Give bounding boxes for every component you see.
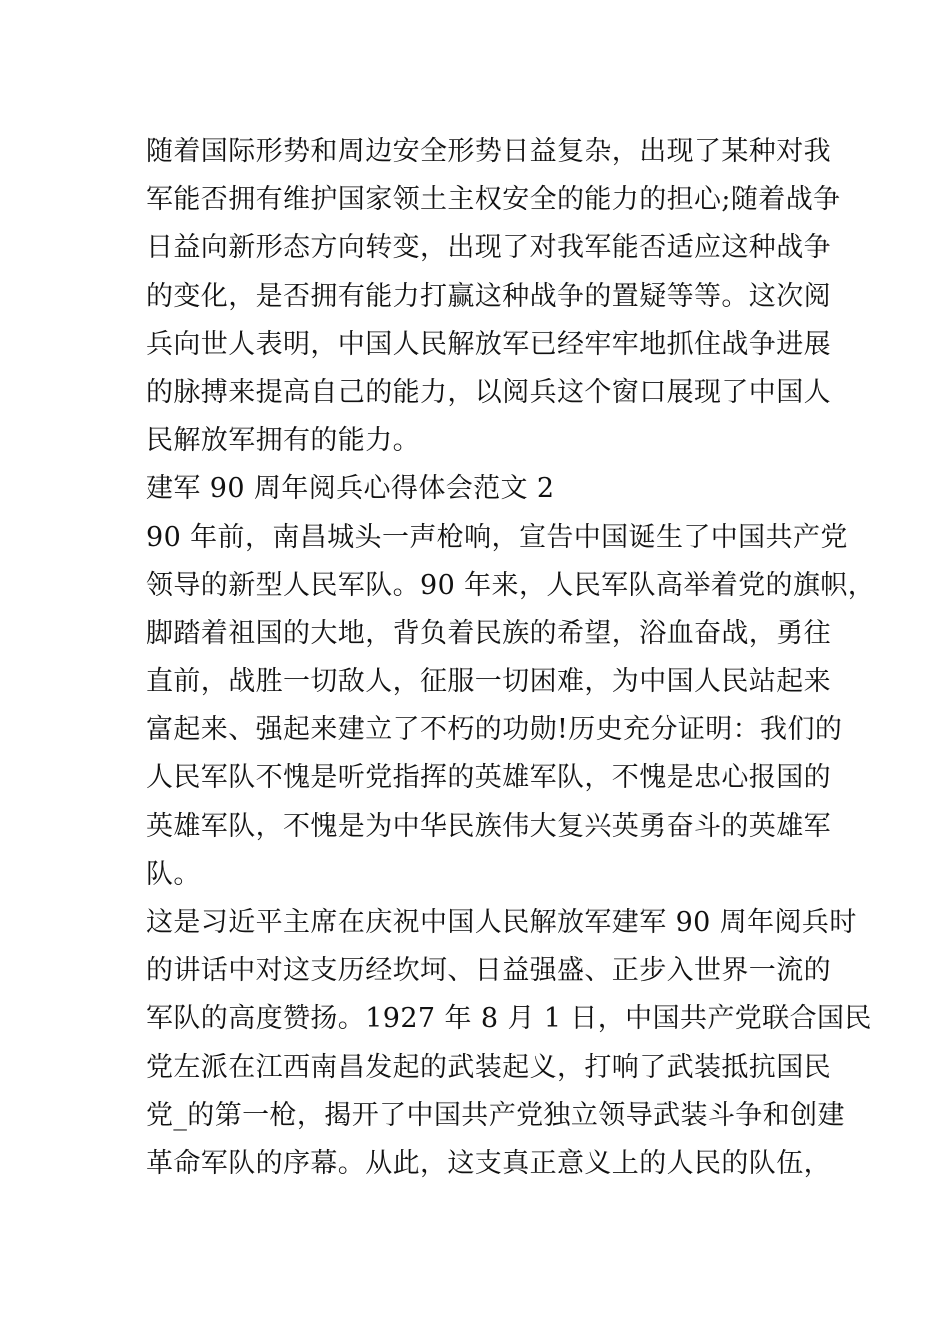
text-line: 的变化，是否拥有能力打赢这种战争的置疑等等。这次阅 [146, 280, 831, 312]
text-line: 英雄军队，不愧是为中华民族伟大复兴英勇奋斗的英雄军 [146, 810, 831, 842]
text-line: 军队的高度赞扬。1927 年 8 月 1 日，中国共产党联合国民 [146, 1003, 872, 1035]
text-line: 日益向新形态方向转变，出现了对我军能否适应这种战争 [146, 232, 831, 264]
text-line: 军能否拥有维护国家领土主权安全的能力的担心;随着战争 [146, 184, 841, 216]
text-line: 的讲话中对这支历经坎坷、日益强盛、正步入世界一流的 [146, 955, 831, 987]
text-line: 党左派在江西南昌发起的武装起义，打响了武装抵抗国民 [146, 1051, 831, 1083]
text-line: 随着国际形势和周边安全形势日益复杂，出现了某种对我 [146, 136, 831, 167]
text-line: 革命军队的序幕。从此，这支真正意义上的人民的队伍， [146, 1147, 831, 1179]
text-line: 富起来、强起来建立了不朽的功勋!历史充分证明：我们的 [146, 714, 843, 746]
text-line: 脚踏着祖国的大地，背负着民族的希望，浴血奋战，勇往 [146, 617, 831, 649]
text-line: 直前，战胜一切敌人，征服一切困难，为中国人民站起来 [146, 666, 831, 698]
text-line: 党_的第一枪，揭开了中国共产党独立领导武装斗争和创建 [146, 1099, 845, 1131]
text-line: 队。 [146, 858, 201, 890]
text-line: 领导的新型人民军队。90 年来，人民军队高举着党的旗帜， [146, 569, 876, 601]
text-line: 兵向世人表明，中国人民解放军已经牢牢地抓住战争进展 [146, 328, 831, 360]
document-body [146, 128, 876, 1188]
text-line: 的脉搏来提高自己的能力，以阅兵这个窗口展现了中国人 [146, 376, 831, 408]
text-line: 民解放军拥有的能力。 [146, 425, 420, 457]
text-line: 这是习近平主席在庆祝中国人民解放军建军 90 周年阅兵时 [146, 907, 857, 938]
section-heading: 建军 90 周年阅兵心得体会范文 2 [146, 473, 555, 505]
text-line: 人民军队不愧是听党指挥的英雄军队，不愧是忠心报国的 [146, 762, 831, 794]
text-line: 90 年前，南昌城头一声枪响，宣告中国诞生了中国共产党 [146, 521, 848, 553]
